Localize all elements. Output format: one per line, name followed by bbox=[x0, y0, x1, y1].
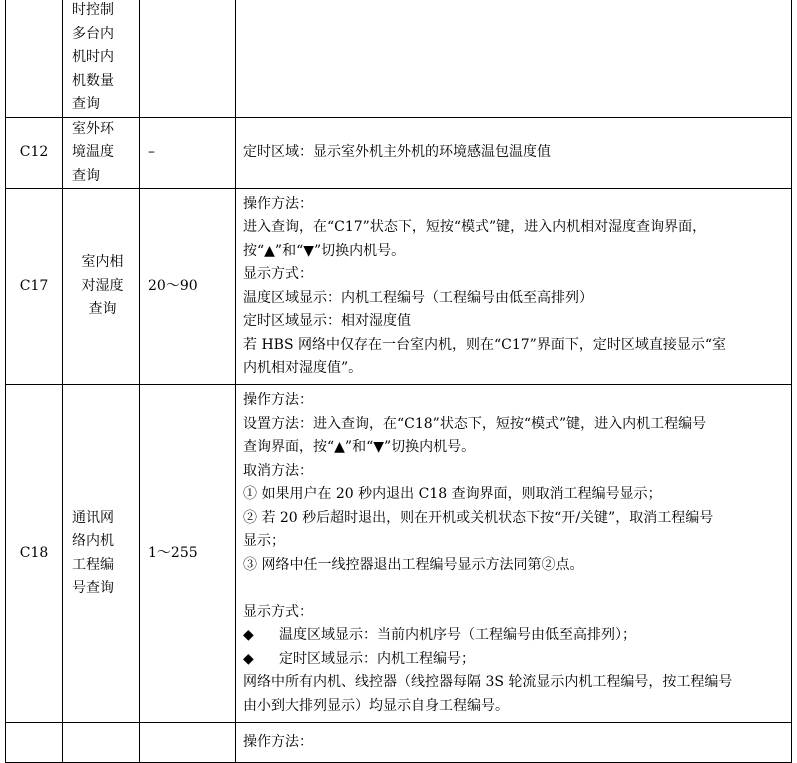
range-cell: 1～255 bbox=[140, 385, 236, 723]
description-line: 操作方法： bbox=[243, 392, 313, 408]
description-line: 温度区域显示：内机工程编号（工程编号由低至高排列） bbox=[243, 289, 593, 306]
bullet-text: 温度区域显示：当前内机序号（工程编号由低至高排列）； bbox=[279, 627, 636, 643]
description-line: 查询界面，按“▲”和“▼”切换内机号。 bbox=[243, 439, 476, 455]
code-cell: C12 bbox=[6, 117, 63, 189]
description-line: 设置方法：进入查询，在“C18”状态下，短按“模式”键，进入内机工程编号 bbox=[243, 415, 707, 432]
name-cell bbox=[63, 0, 140, 117]
name-line: 多台内 bbox=[72, 25, 114, 42]
description-line: ① 如果用户在 20 秒内退出 C18 查询界面，则取消工程编号显示； bbox=[243, 486, 662, 502]
parameter-table bbox=[5, 0, 792, 763]
description-line: 显示方式： bbox=[243, 603, 313, 620]
description-line: 显示方式： bbox=[243, 266, 313, 282]
name-cell bbox=[63, 117, 140, 189]
name-line: 通讯网 bbox=[72, 509, 114, 526]
table-row bbox=[6, 0, 792, 117]
name-line: 机时内 bbox=[72, 49, 114, 65]
name-cell bbox=[63, 189, 140, 385]
name-line: 境温度 bbox=[72, 144, 114, 160]
description-line: 网络中所有内机、线控器（线控器每隔 3S 轮流显示内机工程编号，按工程编号 bbox=[243, 674, 733, 690]
name-line: 室外环 bbox=[72, 120, 114, 137]
table-row bbox=[6, 385, 792, 723]
name-line: 查询 bbox=[72, 167, 100, 184]
name-line: 号查询 bbox=[72, 580, 114, 596]
table-row bbox=[6, 189, 792, 385]
name-line: 对湿度 bbox=[81, 277, 124, 294]
name-cell bbox=[63, 723, 140, 763]
range-cell bbox=[140, 0, 236, 117]
description-line: 定时区域：显示室外机主外机的环境感温包温度值 bbox=[243, 144, 551, 160]
description-line: 由小到大排列显示）均显示自身工程编号。 bbox=[243, 697, 509, 714]
description-cell bbox=[236, 117, 792, 189]
name-line: 机数量 bbox=[72, 72, 114, 89]
description-cell bbox=[236, 385, 792, 723]
description-line: ② 若 20 秒后超时退出，则在开机或关机状态下按“开/关键”，取消工程编号 bbox=[243, 509, 714, 526]
parameter-table-body bbox=[6, 0, 792, 763]
code-cell bbox=[6, 723, 63, 763]
name-line: 室内相 bbox=[81, 254, 124, 271]
description-line: 若 HBS 网络中仅存在一台室内机，则在“C17”界面下，定时区域直接显示“室 bbox=[243, 336, 726, 353]
diamond-bullet-icon: ◆ bbox=[243, 627, 254, 643]
name-line: 时控制 bbox=[72, 2, 114, 18]
description-line: 显示； bbox=[243, 533, 285, 549]
description-cell bbox=[236, 723, 792, 763]
code-cell bbox=[6, 0, 63, 117]
range-cell bbox=[140, 723, 236, 763]
description-line: 按“▲”和“▼”切换内机号。 bbox=[243, 242, 406, 259]
name-line: 查询 bbox=[88, 301, 117, 318]
range-cell: – bbox=[140, 117, 236, 189]
description-line: 操作方法： bbox=[243, 733, 313, 750]
diamond-bullet-icon: ◆ bbox=[243, 650, 254, 667]
name-line: 络内机 bbox=[72, 533, 114, 549]
description-line: 进入查询，在“C17”状态下，短按“模式”键，进入内机相对湿度查询界面， bbox=[243, 219, 707, 235]
table-row bbox=[6, 117, 792, 189]
description-line: ③ 网络中任一线控器退出工程编号显示方法同第②点。 bbox=[243, 556, 584, 573]
description-line: 取消方法： bbox=[243, 462, 313, 479]
bullet-line bbox=[243, 624, 781, 648]
name-line: 工程编 bbox=[72, 556, 114, 573]
description-cell bbox=[236, 189, 792, 385]
description-line: 内机相对湿度值”。 bbox=[243, 360, 363, 376]
description-cell bbox=[236, 0, 792, 117]
code-cell: C17 bbox=[6, 189, 63, 385]
name-cell bbox=[63, 385, 140, 723]
range-cell: 20～90 bbox=[140, 189, 236, 385]
description-line: 定时区域显示：相对湿度值 bbox=[243, 313, 411, 329]
bullet-text: 定时区域显示：内机工程编号； bbox=[279, 650, 475, 667]
table-row bbox=[6, 723, 792, 763]
description-line: 操作方法： bbox=[243, 195, 313, 212]
code-cell: C18 bbox=[6, 385, 63, 723]
bullet-line bbox=[243, 648, 781, 672]
blank-line bbox=[243, 577, 781, 601]
name-line: 查询 bbox=[72, 96, 100, 112]
